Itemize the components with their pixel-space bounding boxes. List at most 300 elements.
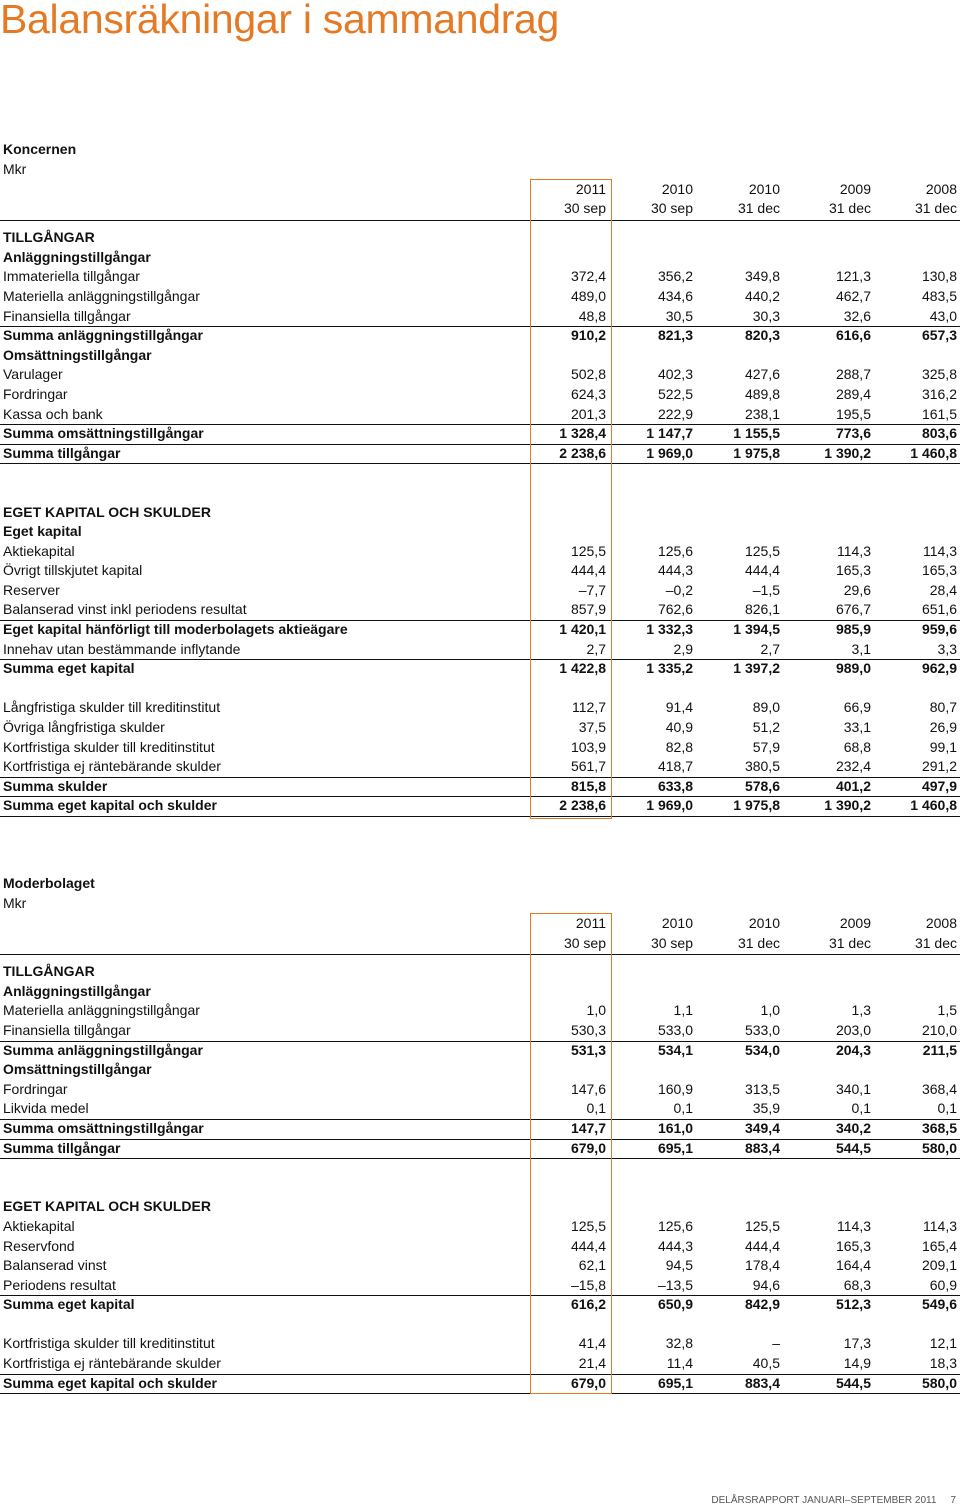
value-cell: 695,1 <box>657 1374 693 1391</box>
value-cell: 483,5 <box>921 287 957 304</box>
value-cell: 444,3 <box>657 562 693 579</box>
table-row <box>0 738 960 758</box>
value-cell <box>786 962 877 982</box>
value-cell: 28,4 <box>929 581 957 598</box>
moderbolaget-table-body <box>0 962 960 1393</box>
spacer-row <box>0 463 960 483</box>
value-cell: 41,4 <box>578 1335 606 1352</box>
row-label: Anläggningstillgångar <box>3 982 151 999</box>
value-cell: 356,2 <box>657 268 693 285</box>
value-cell: –15,8 <box>570 1276 606 1293</box>
table-row <box>0 228 960 248</box>
value-cell: 418,7 <box>657 758 693 775</box>
value-cell: 211,5 <box>922 1041 957 1058</box>
value-cell: 512,3 <box>835 1296 871 1313</box>
value-cell <box>612 522 699 542</box>
value-cell: –0,2 <box>665 581 693 598</box>
table-row <box>0 405 960 425</box>
column-date: 30 sep <box>563 934 606 951</box>
page-title: Balansräkningar i sammandrag <box>0 0 560 42</box>
value-cell <box>786 1315 877 1335</box>
row-label: Kortfristiga skulder till kreditinstitut <box>3 738 215 755</box>
value-cell: 195,5 <box>835 405 871 422</box>
table-row <box>0 326 960 346</box>
row-label: Omsättningstillgångar <box>3 346 152 363</box>
value-cell: 3,1 <box>851 640 871 657</box>
value-cell: 0,1 <box>586 1100 606 1117</box>
value-cell: 434,6 <box>657 287 693 304</box>
value-cell: 910,2 <box>570 327 606 344</box>
value-cell <box>786 463 877 483</box>
value-cell: 534,1 <box>657 1041 693 1058</box>
value-cell: 103,9 <box>570 738 606 755</box>
value-cell: 3,3 <box>937 640 957 657</box>
value-cell: 679,0 <box>570 1374 606 1391</box>
column-year: 2009 <box>839 180 871 197</box>
table-row <box>0 1119 960 1139</box>
value-cell: 114,3 <box>837 1217 871 1234</box>
value-cell: 210,0 <box>921 1021 957 1038</box>
value-cell: 1 420,1 <box>559 621 606 638</box>
table-row <box>0 796 960 816</box>
value-cell <box>786 503 877 523</box>
row-label: TILLGÅNGAR <box>3 229 95 246</box>
row-label: Övrigt tillskjutet kapital <box>3 562 143 579</box>
value-cell: 125,5 <box>570 542 606 559</box>
column-date: 31 dec <box>914 934 957 951</box>
table-row <box>0 962 960 982</box>
value-cell: 633,8 <box>657 777 693 794</box>
value-cell: 114,3 <box>923 1217 957 1234</box>
value-cell: 489,0 <box>570 287 606 304</box>
value-cell <box>612 248 699 268</box>
row-label: Summa omsättningstillgångar <box>3 1119 204 1136</box>
row-label: EGET KAPITAL OCH SKULDER <box>3 503 211 520</box>
header-dates-row <box>0 199 960 219</box>
value-cell <box>786 679 877 699</box>
value-cell <box>786 1197 877 1217</box>
value-cell <box>877 1158 960 1178</box>
value-cell: 883,4 <box>744 1139 780 1156</box>
row-label: Summa eget kapital och skulder <box>3 1374 217 1391</box>
table-row <box>0 1295 960 1315</box>
value-cell: 549,6 <box>921 1296 957 1313</box>
row-label <box>0 1158 530 1178</box>
row-label: Övriga långfristiga skulder <box>3 719 165 736</box>
table-row <box>0 503 960 523</box>
table-row <box>0 307 960 327</box>
table-row <box>0 1060 960 1080</box>
table-row <box>0 1374 960 1394</box>
value-cell: 165,3 <box>835 1237 871 1254</box>
value-cell: 1 397,2 <box>733 660 780 677</box>
value-cell: 17,3 <box>843 1335 871 1352</box>
table-row <box>0 982 960 1002</box>
row-label: Balanserad vinst <box>3 1257 107 1274</box>
value-cell: 401,2 <box>835 777 871 794</box>
value-cell <box>877 463 960 483</box>
table-row <box>0 718 960 738</box>
value-cell: 121,3 <box>835 268 871 285</box>
value-cell: 99,1 <box>929 738 957 755</box>
value-cell: 695,1 <box>657 1139 693 1156</box>
value-cell: 1 390,2 <box>824 797 871 814</box>
value-cell: 165,3 <box>835 562 871 579</box>
table-row <box>0 600 960 620</box>
value-cell: 160,9 <box>657 1080 693 1097</box>
row-label: Kortfristiga ej räntebärande skulder <box>3 1355 221 1372</box>
value-cell: 130,8 <box>921 268 957 285</box>
report-title: DELÅRSRAPPORT JANUARI–SEPTEMBER 2011 <box>711 1495 937 1506</box>
value-cell: 165,4 <box>921 1237 957 1254</box>
value-cell: 1 390,2 <box>824 444 871 461</box>
value-cell: 125,5 <box>744 1217 780 1234</box>
row-label <box>0 679 530 699</box>
value-cell: 989,0 <box>835 660 871 677</box>
column-year: 2008 <box>925 915 957 931</box>
value-cell: 165,3 <box>921 562 957 579</box>
table-row <box>0 757 960 777</box>
value-cell: 427,6 <box>744 366 780 383</box>
value-cell: 959,6 <box>921 621 957 638</box>
value-cell: 616,6 <box>835 327 871 344</box>
value-cell: 32,6 <box>843 307 871 324</box>
row-label: Summa eget kapital och skulder <box>3 797 217 814</box>
value-cell: 209,1 <box>921 1257 957 1274</box>
value-cell: 651,6 <box>921 601 957 618</box>
value-cell: 1 969,0 <box>646 797 693 814</box>
table-row <box>0 1041 960 1061</box>
value-cell: 580,0 <box>921 1139 957 1156</box>
value-cell: 0,1 <box>937 1100 957 1117</box>
table-row <box>0 522 960 542</box>
value-cell: 1 422,8 <box>559 660 606 677</box>
value-cell: 32,8 <box>665 1335 693 1352</box>
table-row <box>0 1237 960 1257</box>
value-cell: 616,2 <box>570 1296 606 1313</box>
value-cell <box>877 1197 960 1217</box>
value-cell: 66,9 <box>843 699 871 716</box>
value-cell: 0,1 <box>673 1100 693 1117</box>
row-label: Balanserad vinst inkl periodens resultat <box>3 601 247 618</box>
row-label: Summa tillgångar <box>3 1139 121 1156</box>
table-row <box>0 385 960 405</box>
row-label: Summa eget kapital <box>3 660 135 677</box>
value-cell: 68,8 <box>843 738 871 755</box>
value-cell: 530,3 <box>570 1021 606 1038</box>
value-cell: 60,9 <box>929 1276 957 1293</box>
value-cell: 349,4 <box>744 1119 780 1136</box>
table-row <box>0 444 960 464</box>
column-year: 2009 <box>839 915 871 931</box>
value-cell: 1 147,7 <box>646 425 693 442</box>
value-cell: 1,0 <box>586 1002 606 1019</box>
value-cell: 21,4 <box>578 1355 606 1372</box>
value-cell: 1 975,8 <box>733 444 780 461</box>
value-cell <box>699 1315 786 1335</box>
value-cell: 18,3 <box>929 1355 957 1372</box>
value-cell: 440,2 <box>744 287 780 304</box>
table-row <box>0 365 960 385</box>
value-cell: 657,3 <box>921 327 957 344</box>
value-cell: 161,0 <box>657 1119 693 1136</box>
value-cell <box>786 228 877 248</box>
value-cell <box>699 248 786 268</box>
value-cell: 2 238,6 <box>559 797 606 814</box>
value-cell: 204,3 <box>835 1041 871 1058</box>
table-row <box>0 1080 960 1100</box>
row-label: Fordringar <box>3 1080 68 1097</box>
value-cell: 112,7 <box>572 699 606 716</box>
value-cell: 33,1 <box>843 719 871 736</box>
row-label: Kortfristiga skulder till kreditinstitut <box>3 1335 215 1352</box>
row-label: Periodens resultat <box>3 1276 116 1293</box>
column-date: 31 dec <box>828 934 871 951</box>
value-cell: 201,3 <box>570 405 606 422</box>
header-dates-row <box>0 934 960 954</box>
value-cell <box>612 1197 699 1217</box>
value-cell: 125,5 <box>570 1217 606 1234</box>
current-period-highlight <box>530 913 612 1395</box>
spacer-row <box>0 1178 960 1198</box>
column-date: 30 sep <box>650 200 693 217</box>
value-cell <box>612 503 699 523</box>
row-label: Summa eget kapital <box>3 1296 135 1313</box>
column-date: 31 dec <box>737 200 780 217</box>
value-cell: 826,1 <box>744 601 780 618</box>
table-row <box>0 287 960 307</box>
value-cell <box>786 522 877 542</box>
value-cell: 291,2 <box>921 758 957 775</box>
table-row <box>0 1001 960 1021</box>
row-label: Kassa och bank <box>3 405 103 422</box>
value-cell: 125,6 <box>657 542 693 559</box>
table-row <box>0 346 960 366</box>
value-cell: 62,1 <box>578 1257 606 1274</box>
value-cell: 57,9 <box>752 738 780 755</box>
value-cell <box>612 1315 699 1335</box>
value-cell: 1,1 <box>673 1002 693 1019</box>
value-cell: 578,6 <box>744 777 780 794</box>
row-label: Summa anläggningstillgångar <box>3 327 203 344</box>
value-cell <box>612 679 699 699</box>
value-cell: 1 969,0 <box>646 444 693 461</box>
value-cell <box>786 1158 877 1178</box>
value-cell: 444,4 <box>744 562 780 579</box>
value-cell: 462,7 <box>835 287 871 304</box>
column-year: 2010 <box>748 915 780 931</box>
value-cell: 1 335,2 <box>646 660 693 677</box>
koncernen-table-body <box>0 228 960 816</box>
value-cell <box>877 346 960 366</box>
value-cell: 368,5 <box>921 1119 957 1136</box>
value-cell: 2,7 <box>586 640 606 657</box>
value-cell <box>786 1060 877 1080</box>
value-cell: 380,5 <box>744 758 780 775</box>
header-years-row <box>0 180 960 200</box>
value-cell: 533,0 <box>657 1021 693 1038</box>
value-cell: 544,5 <box>835 1374 871 1391</box>
value-cell: 534,0 <box>744 1041 780 1058</box>
current-period-highlight <box>530 179 612 819</box>
row-label: Fordringar <box>3 385 68 402</box>
value-cell: 125,6 <box>657 1217 693 1234</box>
table-row <box>0 1217 960 1237</box>
value-cell: 325,8 <box>921 366 957 383</box>
value-cell: 147,7 <box>570 1119 606 1136</box>
column-date: 31 dec <box>737 934 780 951</box>
value-cell <box>699 1158 786 1178</box>
moderbolaget-column-header <box>0 914 960 953</box>
value-cell <box>877 503 960 523</box>
table-row <box>0 1354 960 1374</box>
table-row <box>0 1021 960 1041</box>
value-cell: 533,0 <box>744 1021 780 1038</box>
row-label: Innehav utan bestämmande inflytande <box>3 640 241 657</box>
row-label: Summa skulder <box>3 777 108 794</box>
value-cell: 30,3 <box>752 307 780 324</box>
row-label: Eget kapital hänförligt till moderbolagets aktieägare <box>3 621 348 638</box>
value-cell <box>877 1315 960 1335</box>
row-label: Immateriella tillgångar <box>3 268 140 285</box>
value-cell: 444,4 <box>570 562 606 579</box>
moderbolaget-unit: Mkr <box>3 895 27 911</box>
value-cell: 1,0 <box>760 1002 780 1019</box>
value-cell: 803,6 <box>921 425 957 442</box>
value-cell: 89,0 <box>752 699 780 716</box>
row-label <box>0 463 530 483</box>
table-row <box>0 542 960 562</box>
value-cell: – <box>772 1335 780 1352</box>
value-cell <box>612 1060 699 1080</box>
table-row <box>0 424 960 444</box>
table-row <box>0 1256 960 1276</box>
value-cell: 820,3 <box>744 327 780 344</box>
value-cell: 821,3 <box>657 327 693 344</box>
value-cell: 2,9 <box>673 640 693 657</box>
value-cell <box>699 679 786 699</box>
value-cell <box>699 962 786 982</box>
koncernen-unit: Mkr <box>3 161 27 177</box>
value-cell: 11,4 <box>666 1355 693 1372</box>
value-cell: 444,4 <box>570 1237 606 1254</box>
column-year: 2010 <box>748 180 780 197</box>
value-cell: 203,0 <box>835 1021 871 1038</box>
value-cell <box>612 463 699 483</box>
value-cell <box>699 503 786 523</box>
value-cell: 1 460,8 <box>910 444 957 461</box>
value-cell: 349,8 <box>744 268 780 285</box>
table-row <box>0 248 960 268</box>
value-cell: 125,5 <box>744 542 780 559</box>
value-cell: 402,3 <box>657 366 693 383</box>
row-label: Reserver <box>3 581 60 598</box>
value-cell: 30,5 <box>665 307 693 324</box>
header-spacer <box>0 180 530 200</box>
value-cell: 94,5 <box>665 1257 693 1274</box>
value-cell: 114,3 <box>837 542 871 559</box>
value-cell: 29,6 <box>843 581 871 598</box>
column-year: 2011 <box>575 915 606 931</box>
value-cell: 1 328,4 <box>559 425 606 442</box>
value-cell: 1 332,3 <box>646 621 693 638</box>
value-cell <box>699 346 786 366</box>
value-cell <box>877 228 960 248</box>
spacer-row <box>0 1158 960 1178</box>
row-label: Summa tillgångar <box>3 444 121 461</box>
value-cell: 497,9 <box>921 777 957 794</box>
spacer-row <box>0 679 960 699</box>
value-cell: 232,4 <box>835 758 871 775</box>
header-years-row <box>0 914 960 934</box>
value-cell: 773,6 <box>835 425 871 442</box>
value-cell: 522,5 <box>657 385 693 402</box>
value-cell <box>612 228 699 248</box>
value-cell: 842,9 <box>744 1296 780 1313</box>
value-cell <box>877 522 960 542</box>
value-cell: 35,9 <box>752 1100 780 1117</box>
page-number: 7 <box>950 1495 956 1506</box>
value-cell: 40,5 <box>752 1355 780 1372</box>
value-cell: 815,8 <box>570 777 606 794</box>
header-spacer <box>0 199 530 219</box>
value-cell: 178,4 <box>744 1257 780 1274</box>
table-row <box>0 1334 960 1354</box>
row-label <box>0 1178 530 1198</box>
value-cell: 762,6 <box>657 601 693 618</box>
value-cell <box>877 248 960 268</box>
value-cell <box>877 679 960 699</box>
value-cell: 164,4 <box>835 1257 871 1274</box>
value-cell <box>699 982 786 1002</box>
table-row <box>0 620 960 640</box>
page-footer <box>711 1494 956 1508</box>
value-cell: 289,4 <box>835 385 871 402</box>
value-cell: 531,3 <box>570 1041 606 1058</box>
value-cell: 48,8 <box>578 307 606 324</box>
table-row <box>0 1099 960 1119</box>
value-cell <box>612 1158 699 1178</box>
row-label: Långfristiga skulder till kreditinstitut <box>3 699 221 716</box>
value-cell: 676,7 <box>835 601 871 618</box>
value-cell <box>612 346 699 366</box>
value-cell: 313,5 <box>744 1080 780 1097</box>
value-cell: 43,0 <box>929 307 957 324</box>
row-label: Materiella anläggningstillgångar <box>3 1002 200 1019</box>
row-label: EGET KAPITAL OCH SKULDER <box>3 1198 211 1215</box>
column-year: 2011 <box>575 180 606 197</box>
column-year: 2008 <box>925 180 957 197</box>
value-cell: 2 238,6 <box>559 444 606 461</box>
moderbolaget-caption: Moderbolaget <box>3 875 95 892</box>
table-row <box>0 561 960 581</box>
row-label: Omsättningstillgångar <box>3 1061 152 1078</box>
value-cell <box>877 962 960 982</box>
row-label: Materiella anläggningstillgångar <box>3 287 200 304</box>
value-cell: 985,9 <box>835 621 871 638</box>
value-cell: 1,5 <box>937 1002 957 1019</box>
value-cell <box>786 248 877 268</box>
value-cell: 82,8 <box>665 738 693 755</box>
value-cell: 91,4 <box>665 699 693 716</box>
column-date: 30 sep <box>650 934 693 951</box>
value-cell: –7,7 <box>578 581 606 598</box>
value-cell <box>786 1178 877 1198</box>
row-label: Finansiella tillgångar <box>3 307 131 324</box>
value-cell <box>699 483 786 503</box>
row-label: Kortfristiga ej räntebärande skulder <box>3 758 221 775</box>
value-cell: 37,5 <box>578 719 606 736</box>
